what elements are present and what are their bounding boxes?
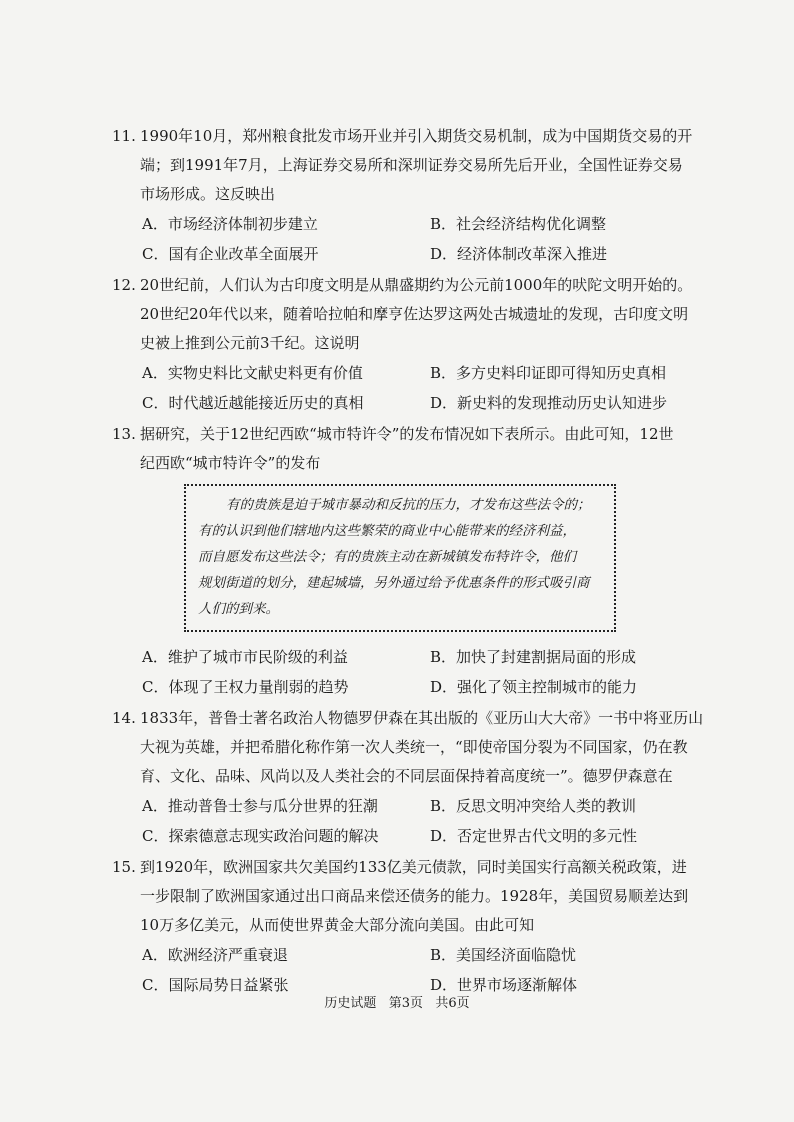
question-stem-line: 纪西欧“城市特许令”的发布 [140,454,321,472]
page-footer: 历史试题 第3页 共6页 [324,996,470,1011]
option-c: C．探索德意志现实政治问题的解决 [142,827,379,845]
question-13 [112,420,702,702]
questions-container [112,122,702,1000]
question-number: 12. [112,276,136,294]
option-c: C．体现了王权力量削弱的趋势 [142,678,349,696]
question-14 [112,704,702,851]
question-12 [112,271,702,418]
question-stem-line: 10万多亿美元，从而使世界黄金大部分流向美国。由此可知 [140,916,535,934]
quote-line: 而自愿发布这些法令；有的贵族主动在新城镇发布特许令，他们 [198,549,576,565]
quote-line: 规划街道的划分，建起城墙，另外通过给予优惠条件的形式吸引商 [198,575,590,591]
options [112,791,702,851]
question-stem-line: 育、文化、品味、风尚以及人类社会的不同层面保持着高度统一”。德罗伊森意在 [140,767,673,785]
option-a: A．推动普鲁士参与瓜分世界的狂潮 [142,797,378,815]
question-stem-line: 1990年10月，郑州粮食批发市场开业并引入期货交易机制，成为中国期货交易的开 [140,127,693,145]
question-stem-line: 到1920年，欧洲国家共欠美国约133亿美元债款，同时美国实行高额关税政策，进 [140,858,687,876]
option-b: B．多方史料印证即可得知历史真相 [430,364,667,382]
quote-line: 有的认识到他们辖地内这些繁荣的商业中心能带来的经济利益， [198,523,576,539]
option-a: A．实物史料比文献史料更有价值 [142,364,363,382]
question-stem-line: 1833年，普鲁士著名政治人物德罗伊森在其出版的《亚历山大大帝》一书中将亚历山 [140,709,704,727]
option-c: C．国有企业改革全面展开 [142,245,319,263]
options [112,642,702,702]
option-d: D．强化了领主控制城市的能力 [430,678,638,696]
option-a: A．欧洲经济严重衰退 [142,946,288,964]
source-quote-box [184,484,616,632]
question-15 [112,853,702,1000]
question-stem-line: 端；到1991年7月，上海证券交易所和深圳证券交易所先后开业，全国性证券交易 [140,156,683,174]
question-stem-line: 20世纪20年代以来，随着哈拉帕和摩亨佐达罗这两处古城遗址的发现，古印度文明 [140,305,689,323]
question-stem-line: 20世纪前，人们认为古印度文明是从鼎盛期约为公元前1000年的吠陀文明开始的。 [140,276,693,294]
question-stem-line: 市场形成。这反映出 [140,185,276,203]
question-number: 14. [112,709,136,727]
quote-line: 人们的到来。 [198,601,279,617]
quote-line: 有的贵族是迫于城市暴动和反抗的压力，才发布这些法令的； [226,497,591,513]
options [112,940,702,1000]
question-stem-line: 大视为英雄，并把希腊化称作第一次人类统一，“即使帝国分裂为不同国家，仍在教 [140,738,688,756]
option-b: B．美国经济面临隐忧 [430,946,577,964]
option-d: D．经济体制改革深入推进 [430,245,608,263]
option-d: D．否定世界古代文明的多元性 [430,827,638,845]
option-b: B．加快了封建割据局面的形成 [430,648,637,666]
option-b: B．社会经济结构优化调整 [430,215,607,233]
question-number: 13. [112,425,136,443]
question-stem-line: 史被上推到公元前3千纪。这说明 [140,334,360,352]
options [112,358,702,418]
option-d: D．世界市场逐渐解体 [430,976,578,994]
question-stem-line: 一步限制了欧洲国家通过出口商品来偿还债务的能力。1928年，美国贸易顺差达到 [140,887,689,905]
option-d: D．新史料的发现推动历史认知进步 [430,394,668,412]
question-number: 11. [112,127,136,145]
option-c: C．国际局势日益紧张 [142,976,289,994]
option-c: C．时代越近越能接近历史的真相 [142,394,364,412]
question-stem-line: 据研究，关于12世纪西欧“城市特许令”的发布情况如下表所示。由此可知，12世 [140,425,674,443]
question-11 [112,122,702,269]
option-b: B．反思文明冲突给人类的教训 [430,797,637,815]
question-number: 15. [112,858,136,876]
options [112,209,702,269]
option-a: A．市场经济体制初步建立 [142,215,318,233]
option-a: A．维护了城市市民阶级的利益 [142,648,348,666]
